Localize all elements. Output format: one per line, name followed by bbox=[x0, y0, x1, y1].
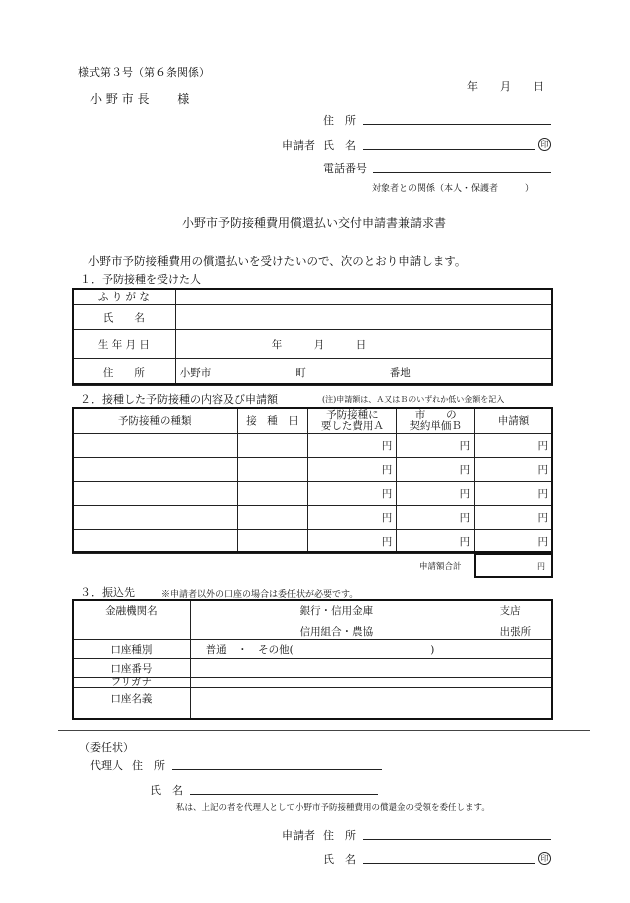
unit-b-cell[interactable]: 円 bbox=[397, 530, 475, 554]
account-furigana-label: フリガナ bbox=[73, 678, 191, 688]
account-name-value[interactable] bbox=[190, 688, 552, 719]
furigana-row bbox=[73, 289, 553, 305]
proxy-heading: （委任状） bbox=[79, 741, 134, 754]
agent-name-field[interactable] bbox=[190, 794, 378, 795]
bank-label: 金融機関名 bbox=[73, 600, 191, 640]
account-name-label: 口座名義 bbox=[73, 688, 191, 719]
amount-cell[interactable]: 円 bbox=[475, 530, 553, 554]
section2-table bbox=[72, 407, 553, 554]
account-number-label: 口座番号 bbox=[73, 659, 191, 678]
cost-a-cell[interactable]: 円 bbox=[308, 434, 397, 458]
unit-b-cell[interactable]: 円 bbox=[397, 434, 475, 458]
amount-cell[interactable]: 円 bbox=[475, 482, 553, 506]
account-type-value[interactable]: 普通 ・ その他( ) bbox=[190, 640, 552, 659]
applicant-address-field[interactable] bbox=[363, 124, 551, 125]
vaccine-date-cell[interactable] bbox=[237, 434, 308, 458]
birthdate-row bbox=[73, 330, 553, 359]
applicant-phone-field[interactable] bbox=[373, 172, 551, 173]
table-row bbox=[73, 482, 553, 506]
proxy-applicant-prefix: 申請者 bbox=[282, 829, 315, 842]
account-number-row bbox=[73, 659, 553, 678]
account-number-value[interactable] bbox=[190, 659, 552, 678]
form-number: 様式第３号（第６条関係） bbox=[78, 66, 210, 79]
proxy-statement: 私は、上記の者を代理人として小野市予防接種費用の償還金の受領を委任します。 bbox=[176, 803, 490, 813]
applicant-name-field[interactable] bbox=[363, 149, 535, 150]
sub-branch-label: 出張所 bbox=[499, 626, 532, 638]
applicant-phone-label: 電話番号 bbox=[323, 162, 367, 175]
amount-cell[interactable]: 円 bbox=[475, 506, 553, 530]
section3-heading: ３．振込先 bbox=[80, 586, 135, 599]
vaccine-date-cell[interactable] bbox=[237, 482, 308, 506]
table-row bbox=[73, 530, 553, 554]
header-cost-a: 予防接種に 要した費用Ａ bbox=[308, 408, 397, 434]
vaccine-type-cell[interactable] bbox=[73, 482, 238, 506]
total-label: 申請額合計 bbox=[419, 562, 462, 572]
vaccine-date-cell[interactable] bbox=[237, 530, 308, 554]
unit-b-cell[interactable]: 円 bbox=[397, 506, 475, 530]
account-name-row bbox=[73, 688, 553, 719]
vaccine-date-cell[interactable] bbox=[237, 458, 308, 482]
proxy-seal-mark: 印 bbox=[538, 852, 551, 865]
branch-label: 支店 bbox=[499, 605, 521, 617]
furigana-label: ふ り が な bbox=[73, 289, 176, 305]
address-value[interactable]: 小野市 町 番地 bbox=[175, 359, 552, 386]
agent-address-field[interactable] bbox=[172, 769, 382, 770]
vaccine-type-cell[interactable] bbox=[73, 434, 238, 458]
date-line: 年 月 日 bbox=[467, 80, 544, 93]
vaccine-type-cell[interactable] bbox=[73, 530, 238, 554]
proxy-applicant-name-label: 氏 名 bbox=[323, 853, 356, 866]
account-furigana-value[interactable] bbox=[190, 678, 552, 688]
table-row bbox=[73, 434, 553, 458]
header-type: 予防接種の種類 bbox=[73, 408, 238, 434]
proxy-applicant-address-label: 住 所 bbox=[323, 829, 356, 842]
section-divider bbox=[58, 730, 590, 731]
section3-table bbox=[72, 599, 553, 719]
vaccine-date-cell[interactable] bbox=[237, 506, 308, 530]
name-label: 氏 名 bbox=[73, 305, 176, 330]
cost-a-cell[interactable]: 円 bbox=[308, 530, 397, 554]
agent-address-label: 住 所 bbox=[132, 759, 165, 772]
address-label: 住 所 bbox=[73, 359, 176, 386]
unit-b-cell[interactable]: 円 bbox=[397, 458, 475, 482]
section2-header-row bbox=[73, 408, 553, 434]
applicant-name-label: 氏 名 bbox=[323, 139, 356, 152]
amount-cell[interactable]: 円 bbox=[475, 458, 553, 482]
unit-b-cell[interactable]: 円 bbox=[397, 482, 475, 506]
seal-mark: 印 bbox=[538, 138, 551, 151]
section1-heading: １．予防接種を受けた人 bbox=[80, 273, 201, 286]
section2-note: (注)申請額は、Ａ又はＢのいずれか低い金額を記入 bbox=[322, 395, 505, 404]
section1-table bbox=[72, 288, 553, 386]
header-date: 接 種 日 bbox=[237, 408, 308, 434]
total-yen: 円 bbox=[537, 562, 545, 571]
birthdate-value[interactable]: 年 月 日 bbox=[175, 330, 552, 359]
bank-row bbox=[73, 600, 553, 640]
furigana-value[interactable] bbox=[175, 289, 552, 305]
addressee: 小 野 市 長 様 bbox=[90, 92, 190, 106]
cost-a-cell[interactable]: 円 bbox=[308, 458, 397, 482]
account-furigana-row bbox=[73, 678, 553, 688]
section3-note: ※申請者以外の口座の場合は委任状が必要です。 bbox=[161, 590, 359, 600]
bank-value[interactable] bbox=[190, 600, 552, 640]
address-row bbox=[73, 359, 553, 386]
cost-a-cell[interactable]: 円 bbox=[308, 482, 397, 506]
intro-text: 小野市予防接種費用の償還払いを受けたいので、次のとおり申請します。 bbox=[88, 254, 467, 268]
applicant-address-label: 住 所 bbox=[323, 114, 356, 127]
birthdate-label: 生 年 月 日 bbox=[73, 330, 176, 359]
account-type-label: 口座種別 bbox=[73, 640, 191, 659]
relation-note: 対象者との関係（本人・保護者 ） bbox=[372, 184, 535, 194]
table-row bbox=[73, 506, 553, 530]
agent-name-label: 氏 名 bbox=[150, 784, 183, 797]
bank-option-2: 信用組合・農協 bbox=[299, 626, 374, 638]
header-amount: 申請額 bbox=[475, 408, 553, 434]
amount-cell[interactable]: 円 bbox=[475, 434, 553, 458]
vaccine-type-cell[interactable] bbox=[73, 506, 238, 530]
applicant-prefix: 申請者 bbox=[282, 139, 315, 152]
proxy-applicant-name-field[interactable] bbox=[363, 863, 535, 864]
name-row bbox=[73, 305, 553, 330]
bank-option-1: 銀行・信用金庫 bbox=[299, 605, 374, 617]
header-unit-b: 市 の 契約単価Ｂ bbox=[397, 408, 475, 434]
cost-a-cell[interactable]: 円 bbox=[308, 506, 397, 530]
account-type-row bbox=[73, 640, 553, 659]
name-value[interactable] bbox=[175, 305, 552, 330]
section2-heading: ２．接種した予防接種の内容及び申請額 bbox=[80, 393, 278, 406]
document-title: 小野市予防接種費用償還払い交付申請書兼請求書 bbox=[182, 216, 447, 230]
proxy-applicant-address-field[interactable] bbox=[363, 839, 551, 840]
agent-label: 代理人 bbox=[90, 759, 123, 772]
vaccine-type-cell[interactable] bbox=[73, 458, 238, 482]
table-row bbox=[73, 458, 553, 482]
